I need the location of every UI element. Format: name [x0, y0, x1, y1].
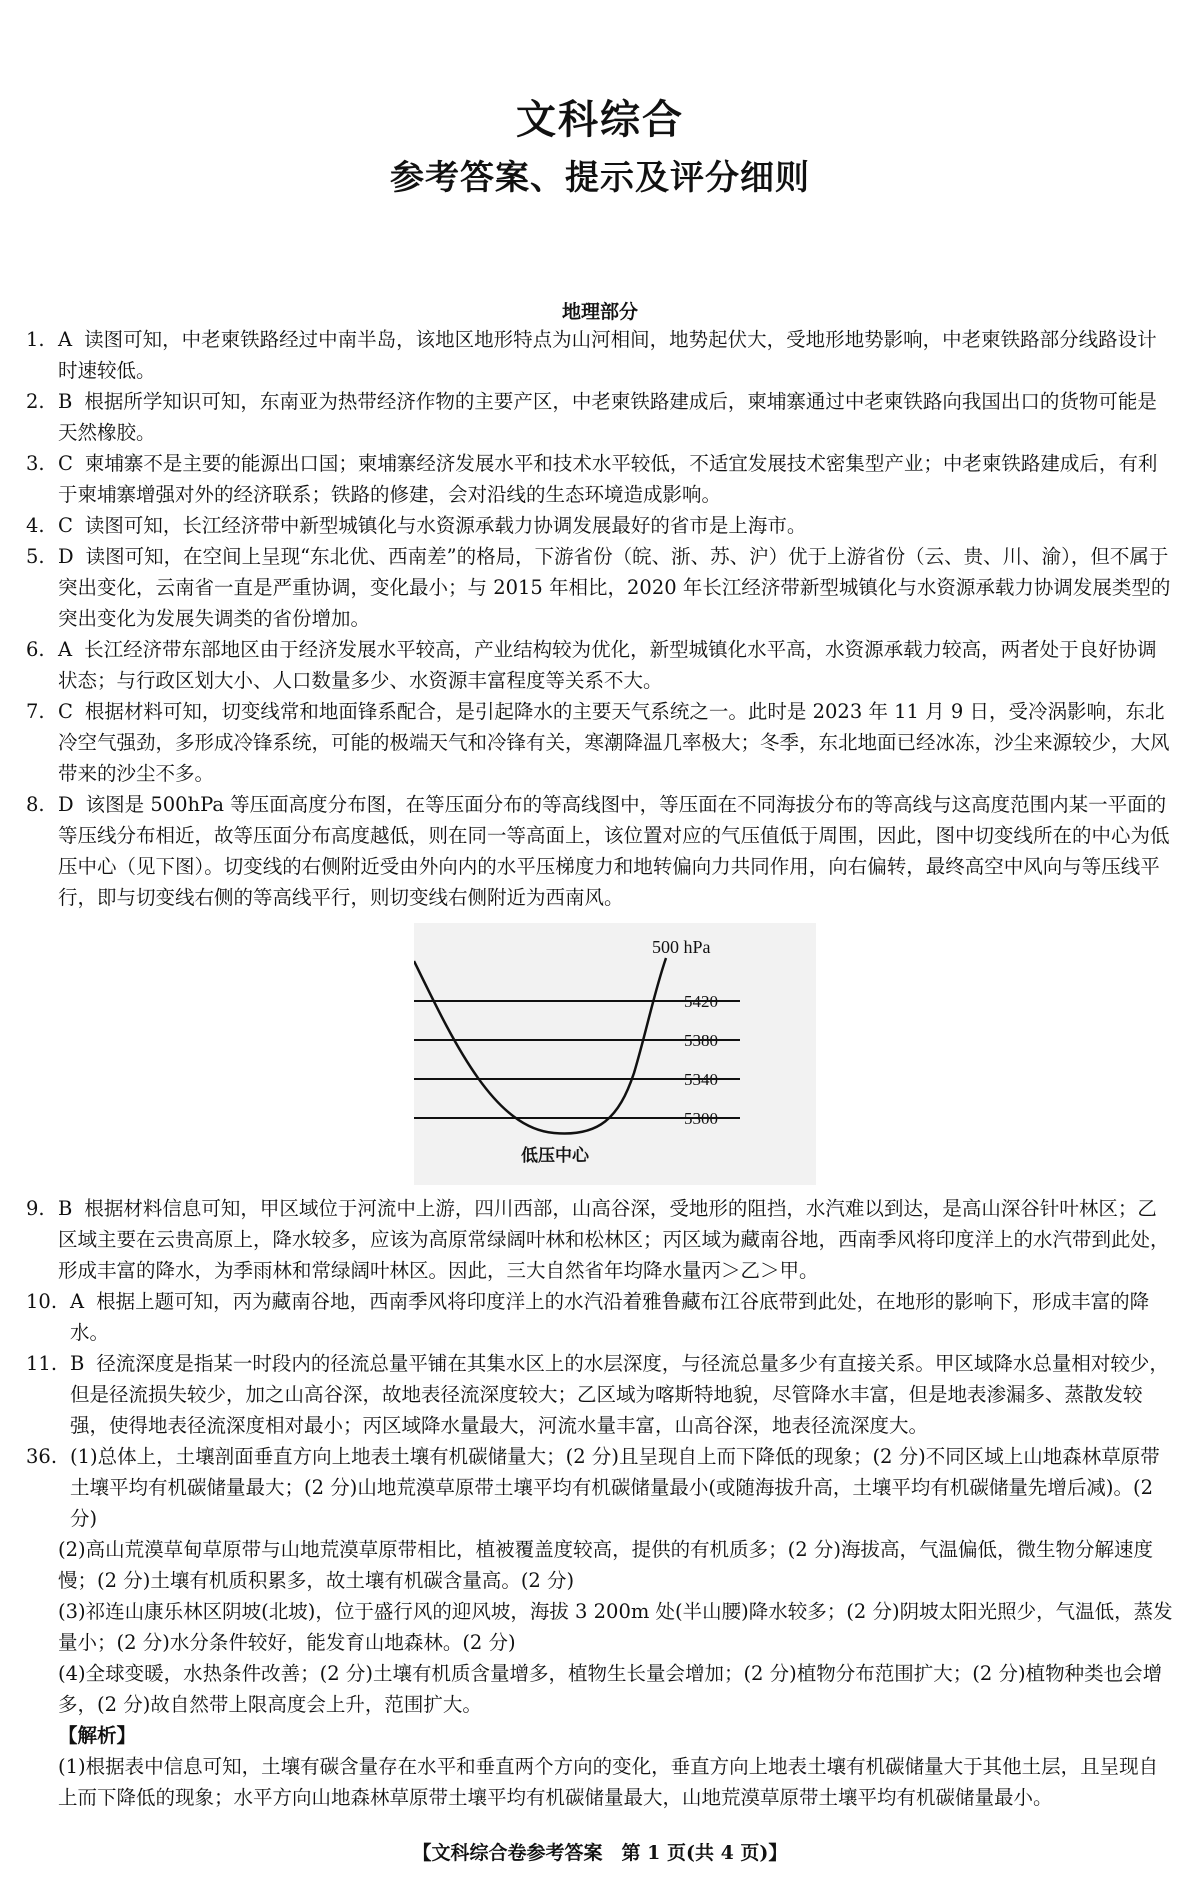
question-number: 3.: [26, 452, 45, 475]
q36-part: (2)高山荒漠草甸草原带与山地荒漠草原带相比，植被覆盖度较高，提供的有机质多；(2 分)海拔高，气温偏低，微生物分解速度慢；(2 分)土壤有机质积累多，故土壤有机碳含量高。(2 分): [58, 1538, 1153, 1592]
answer-item: [26, 789, 1176, 913]
answer-explanation: 读图可知，长江经济带中新型城镇化与水资源承载力协调发展最好的省市是上海市。: [84, 514, 807, 537]
answer-item: [26, 1348, 1176, 1441]
answer-letter: D: [58, 545, 74, 568]
page-title: 文科综合: [516, 97, 684, 143]
figure-container: [26, 913, 1176, 1193]
question-number: 2.: [26, 390, 45, 413]
question-number: 11.: [26, 1352, 58, 1375]
analysis-label: 【解析】: [58, 1724, 137, 1747]
figure-background: [414, 923, 816, 1185]
question-number: 9.: [26, 1197, 45, 1220]
question-number: 1.: [26, 328, 45, 351]
answer-letter: A: [58, 328, 73, 351]
question-number: 5.: [26, 545, 45, 568]
answer-explanation: 该图是 500hPa 等压面高度分布图，在等压面分布的等高线图中，等压面在不同海拔分布的等高线与这高度范围内某一平面的等压线分布相近，故等压面分布高度越低，则在同一等高面上，该位置对应的气压值低于周围，因此，图中切变线所在的中心为低压中心（见下图）。切变线的右侧附近受由外向内的水平压梯度力和地转偏向力共同作用，向右偏转，最终高空中风向与等压线平行，即与切变线右侧的等高线平行，则切变线右侧附近为西南风。: [58, 793, 1170, 909]
q36-part: (3)祁连山康乐林区阴坡(北坡)，位于盛行风的迎风坡，海拔 3 200m 处(半山腰)降水较多；(2 分)阴坡太阳光照少，气温低，蒸发量小；(2 分)水分条件较好，能发育山地森林。(2 分): [58, 1600, 1173, 1654]
page-footer: 【文科综合卷参考答案 第 1 页(共 4 页)】: [412, 1842, 788, 1864]
figure-title: 500 hPa: [652, 937, 711, 957]
answer-letter: B: [58, 1197, 73, 1220]
answer-item: [26, 1286, 1176, 1348]
question-36: [26, 1441, 1176, 1534]
question-number: 8.: [26, 793, 45, 816]
analysis-text: (1)根据表中信息可知，土壤有碳含量存在水平和垂直两个方向的变化，垂直方向上地表土壤有机碳储量大于其他土层，且呈现自上而下降低的现象；水平方向山地森林草原带土壤平均有机碳储量最大，山地荒漠草原带土壤平均有机碳储量最小。: [58, 1755, 1159, 1809]
answer-explanation: 长江经济带东部地区由于经济发展水平较高，产业结构较为优化，新型城镇化水平高，水资源承载力较高，两者处于良好协调状态；与行政区划大小、人口数量多少、水资源丰富程度等关系不大。: [58, 638, 1157, 692]
answer-item: [26, 541, 1176, 634]
answer-letter: D: [58, 793, 74, 816]
low-pressure-center-label: 低压中心: [521, 1146, 589, 1166]
answer-item: [26, 634, 1176, 696]
answer-letter: C: [58, 452, 73, 475]
answer-explanation: 根据材料信息可知，甲区域位于河流中上游，四川西部，山高谷深，受地形的阻挡，水汽难以到达，是高山深谷针叶林区；乙区域主要在云贵高原上，降水较多，应该为高原常绿阔叶林和松林区；丙区域为藏南谷地，西南季风将印度洋上的水汽带到此处，形成丰富的降水，为季雨林和常绿阔叶林区。因此，三大自然省年均降水量丙＞乙＞甲。: [58, 1197, 1170, 1282]
answer-letter: B: [70, 1352, 85, 1375]
question-number: 10.: [26, 1290, 58, 1313]
answer-item: [26, 386, 1176, 448]
section-title: 地理部分: [561, 301, 638, 323]
answers-list-1: [26, 324, 1176, 913]
answer-explanation: 读图可知，中老柬铁路经过中南半岛，该地区地形特点为山河相间，地势起伏大，受地形地势影响，中老柬铁路部分线路设计时速较低。: [58, 328, 1157, 382]
answer-letter: C: [58, 700, 73, 723]
question-number: 36.: [26, 1445, 58, 1468]
contour-label: 5380: [684, 1031, 718, 1050]
answer-explanation: 读图可知，在空间上呈现“东北优、西南差”的格局，下游省份（皖、浙、苏、沪）优于上游省份（云、贵、川、渝），但不属于突出变化，云南省一直是严重协调，变化最小；与 2015 年相比，2020 年长江经济带新型城镇化与水资源承载力协调发展类型的突出变化为发展失调类的省份增加。: [58, 545, 1171, 630]
answer-item: [26, 324, 1176, 386]
answer-explanation: 根据材料可知，切变线常和地面锋系配合，是引起降水的主要天气系统之一。此时是 2023 年 11 月 9 日，受冷涡影响，东北冷空气强劲，多形成冷锋系统，可能的极端天气和冷锋有关，寒潮降温几率极大；冬季，东北地面已经冰冻，沙尘来源较少，大风带来的沙尘不多。: [58, 700, 1170, 785]
answer-explanation: 柬埔寨不是主要的能源出口国；柬埔寨经济发展水平和技术水平较低，不适宜发展技术密集型产业；中老柬铁路建成后，有利于柬埔寨增强对外的经济联系；铁路的修建，会对沿线的生态环境造成影响。: [58, 452, 1158, 506]
answer-letter: A: [58, 638, 73, 661]
page-subtitle: 参考答案、提示及评分细则: [390, 158, 810, 198]
question-number: 4.: [26, 514, 45, 537]
contour-label: 5300: [684, 1109, 718, 1128]
contour-label: 5340: [684, 1070, 718, 1089]
answer-letter: B: [58, 390, 73, 413]
q36-part: (1)总体上，土壤剖面垂直方向上地表土壤有机碳储量大；(2 分)且呈现自上而下降低的现象；(2 分)不同区域上山地森林草原带土壤平均有机碳储量最大；(2 分)山地荒漠草原带土壤平均有机碳储量最小(或随海拔升高，土壤平均有机碳储量先增后减)。(2 分): [70, 1445, 1160, 1530]
question-number: 7.: [26, 700, 45, 723]
answer-letter: C: [58, 514, 73, 537]
q36-part: (4)全球变暖，水热条件改善；(2 分)土壤有机质含量增多，植物生长量会增加；(2 分)植物分布范围扩大；(2 分)植物种类也会增多，(2 分)故自然带上限高度会上升，范围扩大。: [58, 1662, 1163, 1716]
answer-item: [26, 510, 1176, 541]
answer-item: [26, 1193, 1176, 1286]
answer-explanation: 根据所学知识可知，东南亚为热带经济作物的主要产区，中老柬铁路建成后，柬埔寨通过中老柬铁路向我国出口的货物可能是天然橡胶。: [58, 390, 1157, 444]
pressure-diagram: [414, 923, 816, 1185]
answer-explanation: 根据上题可知，丙为藏南谷地，西南季风将印度洋上的水汽沿着雅鲁藏布江谷底带到此处，在地形的影响下，形成丰富的降水。: [70, 1290, 1150, 1344]
answers-list-2: [26, 1193, 1176, 1441]
contour-label: 5420: [684, 992, 718, 1011]
answer-item: [26, 696, 1176, 789]
answer-letter: A: [70, 1290, 85, 1313]
question-number: 6.: [26, 638, 45, 661]
answer-item: [26, 448, 1176, 510]
answers-body: [26, 324, 1176, 1813]
answer-explanation: 径流深度是指某一时段内的径流总量平铺在其集水区上的水层深度，与径流总量多少有直接关系。甲区域降水总量相对较少，但是径流损失较少，加之山高谷深，故地表径流深度较大；乙区域为喀斯特地貌，尽管降水丰富，但是地表渗漏多、蒸散发较强，使得地表径流深度相对最小；丙区域降水量最大，河流水量丰富，山高谷深，地表径流深度大。: [70, 1352, 1169, 1437]
